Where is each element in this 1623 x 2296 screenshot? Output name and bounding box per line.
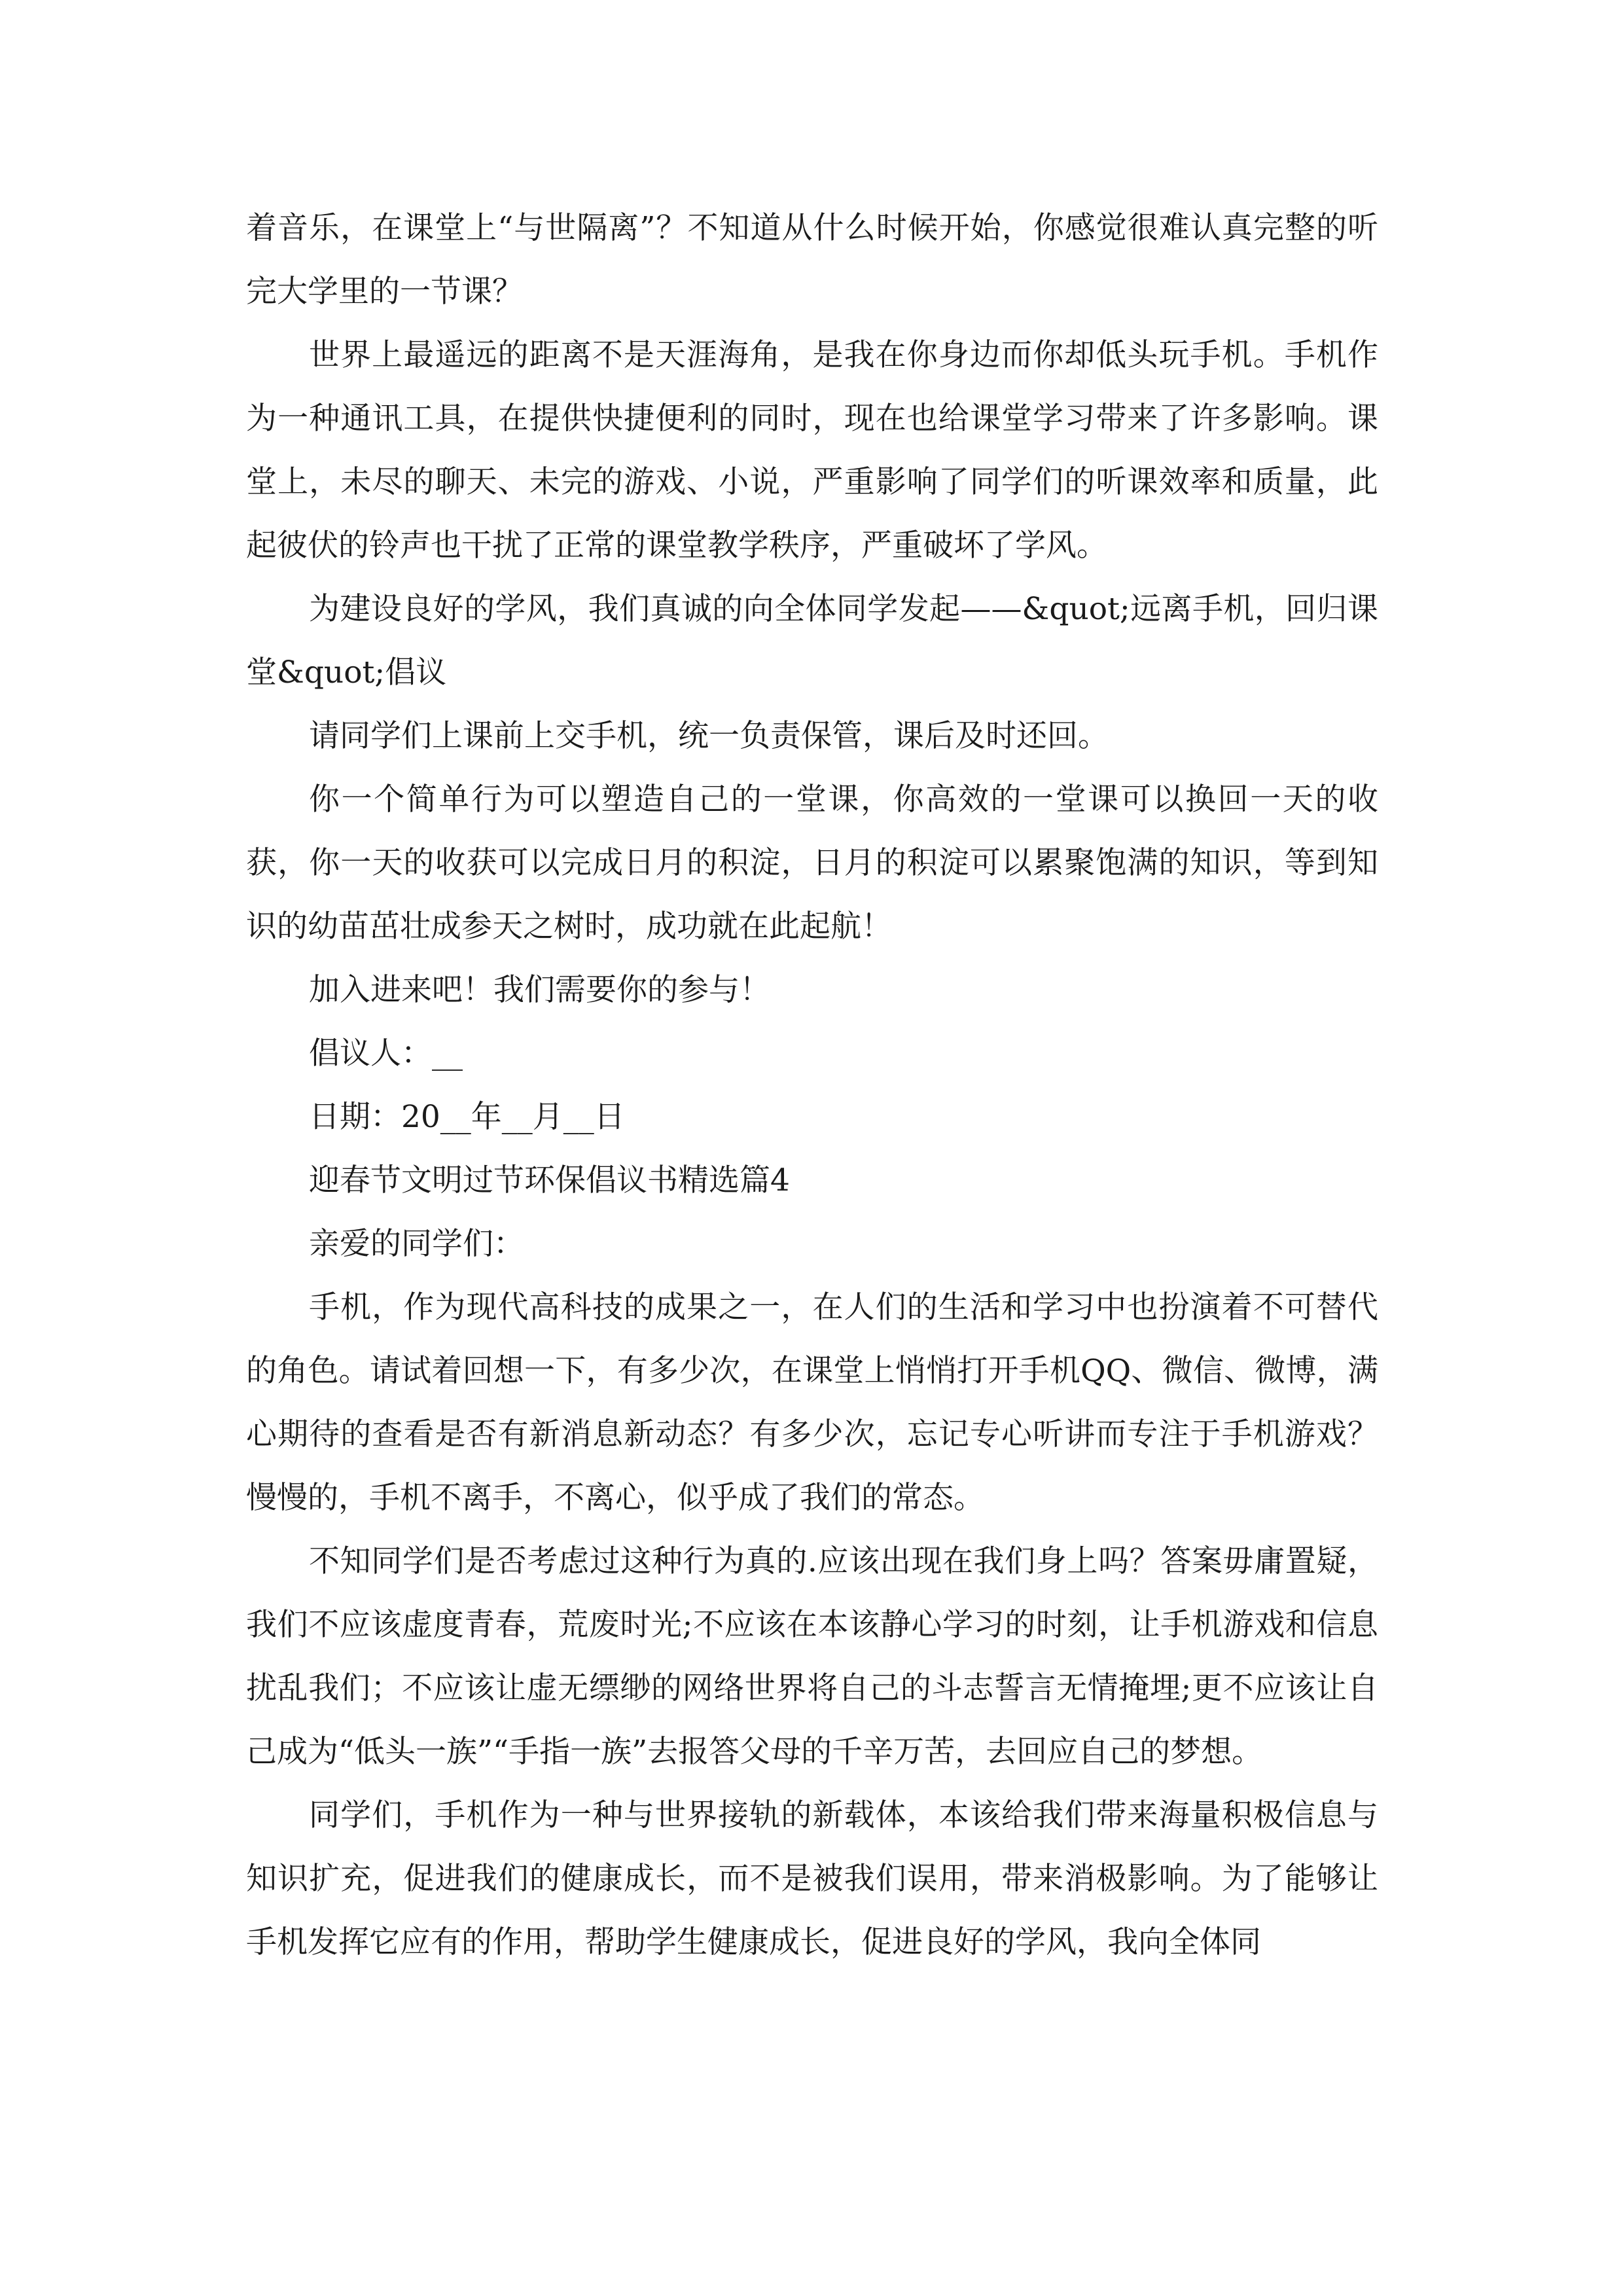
paragraph-4: 请同学们上课前上交手机，统一负责保管，课后及时还回。 [309,718,1109,754]
paragraph-1: 着音乐，在课堂上“与世隔离”？不知道从什么时候开始，你感觉很难认真完整的听完大学里的一节课？ [246,210,1378,310]
section-heading: 迎春节文明过节环保倡议书精选篇4 [309,1162,790,1198]
paragraph-2: 世界上最遥远的距离不是天涯海角，是我在你身边而你却低头玩手机。手机作为一种通讯工具，在提供快捷便利的同时，现在也给课堂学习带来了许多影响。课堂上，未尽的聊天、未完的游戏、小说，严重影响了同学们的听课效率和质量，此起彼伏的铃声也干扰了正常的课堂教学秩序，严重破坏了学风。 [246,337,1378,564]
proposer-line: 倡议人：__ [309,1035,463,1071]
paragraph-3: 为建设良好的学风，我们真诚的向全体同学发起——&quot;远离手机，回归课堂&quot;倡议 [246,591,1378,691]
document-body [246,196,1378,1974]
paragraph-6: 加入进来吧！我们需要你的参与！ [309,972,770,1008]
paragraph-5: 你一个简单行为可以塑造自己的一堂课，你高效的一堂课可以换回一天的收获，你一天的收获可以完成日月的积淀，日月的积淀可以累聚饱满的知识，等到知识的幼苗茁壮成参天之树时，成功就在此起航！ [246,781,1378,944]
date-line: 日期：20__年__月__日 [309,1099,625,1135]
paragraph-11: 手机，作为现代高科技的成果之一，在人们的生活和学习中也扮演着不可替代的角色。请试着回想一下，有多少次，在课堂上悄悄打开手机QQ、微信、微博，满心期待的查看是否有新消息新动态？有多少次，忘记专心听讲而专注于手机游戏？慢慢的，手机不离手，不离心，似乎成了我们的常态。 [246,1289,1378,1516]
paragraph-13: 同学们，手机作为一种与世界接轨的新载体，本该给我们带来海量积极信息与知识扩充，促进我们的健康成长，而不是被我们误用，带来消极影响。为了能够让手机发挥它应有的作用，帮助学生健康成长，促进良好的学风，我向全体同 [246,1797,1378,1960]
paragraph-12: 不知同学们是否考虑过这种行为真的.应该出现在我们身上吗？答案毋庸置疑，我们不应该虚度青春，荒废时光;不应该在本该静心学习的时刻，让手机游戏和信息扰乱我们；不应该让虚无缥缈的网络世界将自己的斗志誓言无情掩埋;更不应该让自己成为“低头一族”“手指一族”去报答父母的千辛万苦，去回应自己的梦想。 [246,1543,1378,1770]
salutation: 亲爱的同学们： [309,1226,524,1262]
